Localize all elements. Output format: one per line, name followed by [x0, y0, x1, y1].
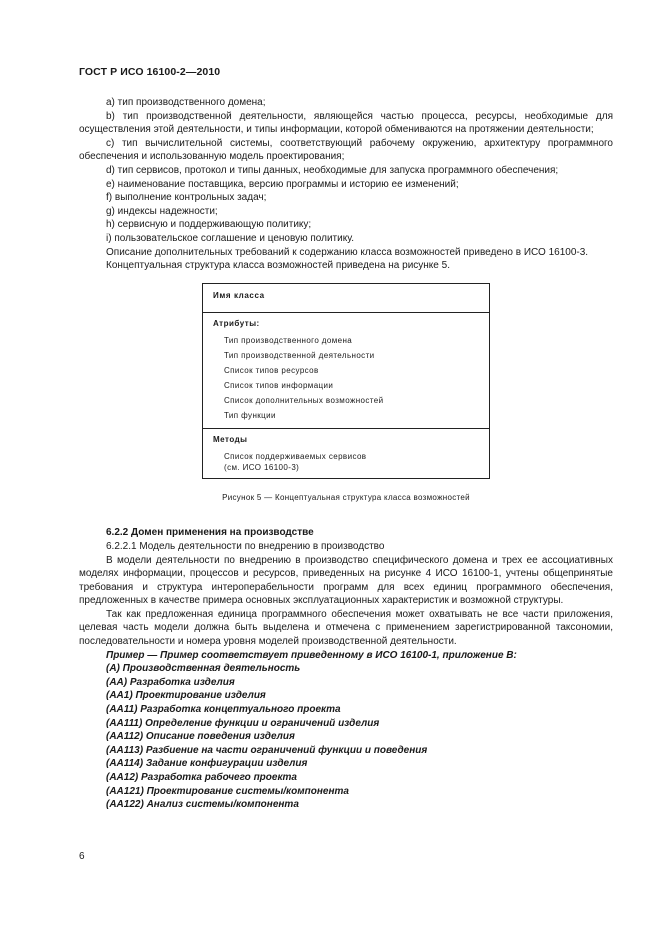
- list-item-h: h) сервисную и поддерживающую политику;: [106, 219, 312, 231]
- list-item-g: g) индексы надежности;: [106, 205, 218, 217]
- example-item: (AA111) Определение функции и ограничений изделия: [106, 717, 380, 729]
- example-item: (AA11) Разработка концептуального проекта: [106, 704, 341, 716]
- attributes-section: [203, 312, 489, 428]
- paragraph-concept-reference: Концептуальная структура класса возможностей приведена на рисунке 5.: [106, 260, 450, 272]
- page-number: 6: [79, 851, 85, 862]
- class-diagram: [202, 283, 490, 479]
- attribute-item: Список дополнительных возможностей: [224, 395, 384, 405]
- methods-section: [203, 428, 489, 478]
- subsection-title: 6.2.2.1 Модель деятельности по внедрению в производство: [106, 540, 385, 552]
- figure-caption: Рисунок 5 — Концептуальная структура класса возможностей: [222, 492, 470, 502]
- class-name-section: [203, 284, 489, 312]
- example-item: (AA113) Разбиение на части ограничений функции и поведения: [106, 744, 428, 756]
- example-item: (AA12) Разработка рабочего проекта: [106, 772, 297, 783]
- example-item: (AA112) Описание поведения изделия: [106, 731, 295, 743]
- page-content: [79, 96, 613, 812]
- example-item: (AA1) Проектирование изделия: [106, 690, 266, 702]
- example-item: (A) Производственная деятельность: [106, 663, 301, 675]
- paragraph-additional-requirements: Описание дополнительных требований к содержанию класса возможностей приведено в ИСО 16100-3.: [106, 246, 589, 258]
- attributes-label: Атрибуты:: [213, 318, 260, 328]
- list-item-a: a) тип производственного домена;: [106, 97, 266, 108]
- list-item-e: e) наименование поставщика, версию программы и историю ее изменений;: [106, 178, 459, 190]
- methods-label: Методы: [213, 434, 248, 444]
- figure-5: [79, 283, 613, 505]
- example-item: (AA121) Проектирование системы/компонента: [106, 785, 349, 797]
- example-intro: Пример — Пример соответствует приведенному в ИСО 16100-1, приложение В:: [106, 649, 517, 661]
- section-title: 6.2.2 Домен применения на производстве: [106, 527, 314, 539]
- attribute-item: Тип производственного домена: [224, 335, 353, 345]
- attribute-item: Тип функции: [224, 410, 276, 420]
- attribute-item: Тип производственной деятельности: [224, 350, 375, 360]
- example-item: (AA114) Задание конфигурации изделия: [106, 758, 308, 770]
- paragraph-software-unit: Так как предложенная единица программного обеспечения может охватывать не все части приложения, целевая часть модели должна быть выделена и отмечена с применением зарегистрированной таксономии, последовательности и номера уровня моделей производственной деятельности.: [79, 608, 613, 648]
- example-item: (AA) Разработка изделия: [106, 676, 235, 688]
- attribute-item: Список типов информации: [224, 380, 334, 390]
- list-item-f: f) выполнение контрольных задач;: [106, 192, 267, 204]
- class-name: Имя класса: [213, 290, 265, 300]
- example-block: [79, 649, 613, 812]
- method-item: Список поддерживаемых сервисов: [224, 451, 367, 461]
- list-item-i: i) пользовательское соглашение и ценовую политику.: [106, 232, 354, 244]
- list-item-b: b) тип производственной деятельности, являющейся частью процесса, ресурсы, необходимые для осуществления этой деятельности, и типы информации, которой обмениваются на протяжении деятельности;: [79, 110, 613, 136]
- document-header: ГОСТ Р ИСО 16100-2—2010: [79, 66, 221, 78]
- paragraph-activity-model: В модели деятельности по внедрению в производство специфического домена и трех ее ассоциативных моделях информации, процессов и ресурсов, приведенных на рисунке 4 ИСО 16100-1, учтены общепринятые требования и структура интероперабельности программ для всех единиц программного обеспечения, предложенных в качестве примера основных эксплуатационных характеристик и возможной структуры.: [79, 554, 613, 607]
- list-item-d: d) тип сервисов, протокол и типы данных, необходимые для запуска программного обеспечения;: [106, 164, 559, 176]
- attribute-item: Список типов ресурсов: [224, 365, 319, 375]
- example-item: (AA122) Анализ системы/компонента: [106, 799, 299, 811]
- list-item-c: c) тип вычислительной системы, соответствующий рабочему окружению, архитектуру программного обеспечения и использованную модель проектирования;: [79, 137, 613, 163]
- method-item: (см. ИСО 16100-3): [224, 462, 300, 472]
